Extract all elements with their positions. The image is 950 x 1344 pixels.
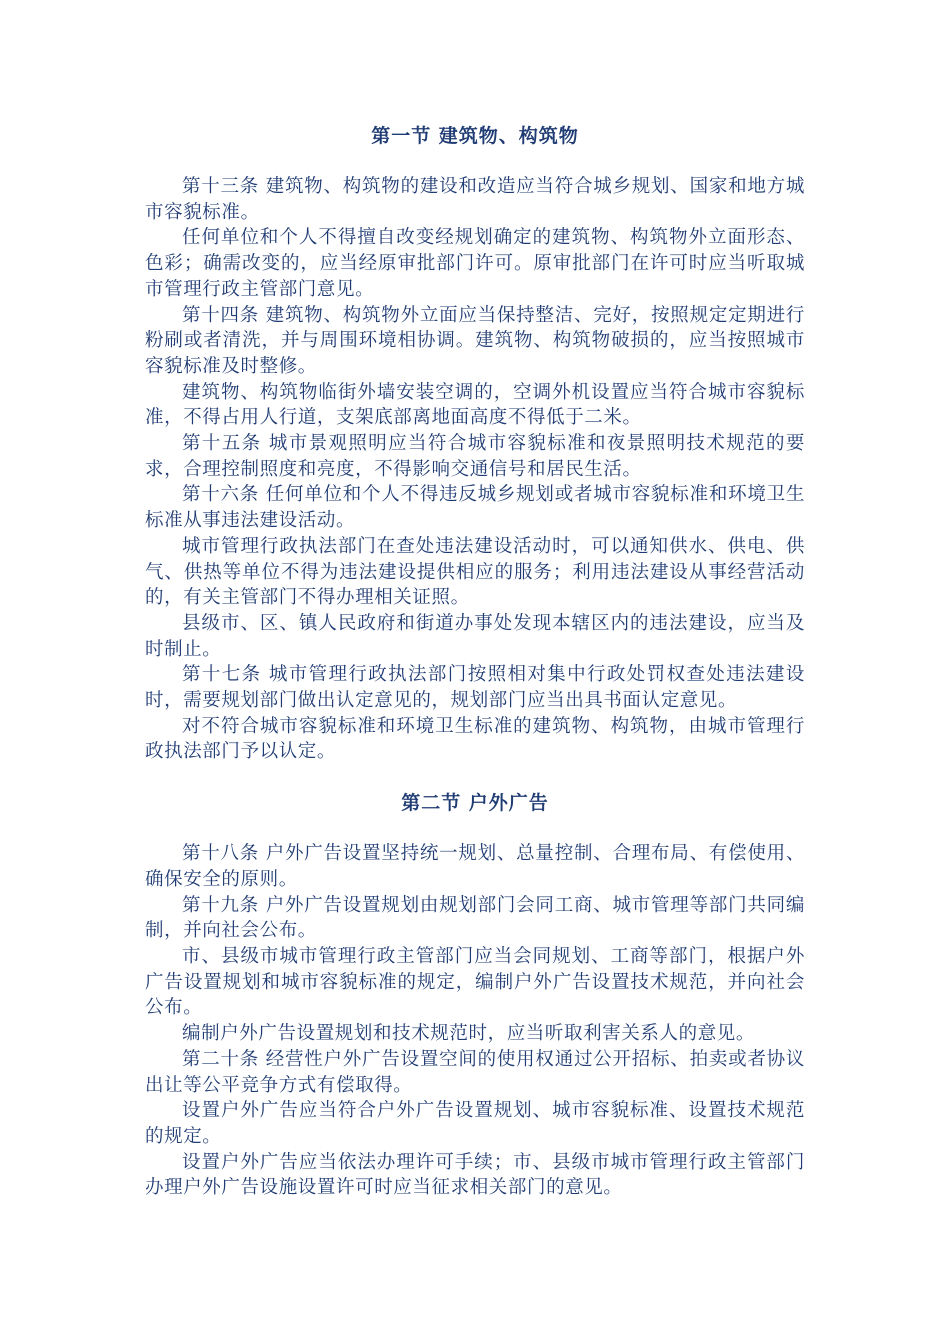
section-2-title: 第二节 户外广告 bbox=[401, 792, 549, 815]
article-16-clause-3: 县级市、区、镇人民政府和街道办事处发现本辖区内的违法建设，应当及时制止。 bbox=[145, 612, 805, 660]
article-14-clause-2: 建筑物、构筑物临街外墙安装空调的，空调外机设置应当符合城市容貌标准，不得占用人行道，支架底部离地面高度不得低于二米。 bbox=[145, 381, 805, 429]
document-page bbox=[145, 118, 805, 1201]
article-13-clause-2: 任何单位和个人不得擅自改变经规划确定的建筑物、构筑物外立面形态、色彩；确需改变的，应当经原审批部门许可。原审批部门在许可时应当听取城市管理行政主管部门意见。 bbox=[145, 227, 805, 300]
article-15-paragraph: 第十五条 城市景观照明应当符合城市容貌标准和夜景照明技术规范的要求，合理控制照度和亮度，不得影响交通信号和居民生活。 bbox=[145, 433, 805, 480]
article-13-paragraph: 第十三条 建筑物、构筑物的建设和改造应当符合城乡规划、国家和地方城市容貌标准。 bbox=[145, 176, 805, 223]
article-19-clause-2: 市、县级市城市管理行政主管部门应当会同规划、工商等部门，根据户外广告设置规划和城市容貌标准的规定，编制户外广告设置技术规范，并向社会公布。 bbox=[145, 945, 805, 1019]
article-16-clause-2: 城市管理行政执法部门在查处违法建设活动时，可以通知供水、供电、供气、供热等单位不得为违法建设提供相应的服务；利用违法建设从事经营活动的，有关主管部门不得办理相关证照。 bbox=[145, 535, 805, 609]
article-14-paragraph: 第十四条 建筑物、构筑物外立面应当保持整洁、完好，按照规定定期进行粉刷或者清洗，并与周围环境相协调。建筑物、构筑物破损的，应当按照城市容貌标准及时整修。 bbox=[145, 304, 805, 377]
article-19-clause-3: 编制户外广告设置规划和技术规范时，应当听取利害关系人的意见。 bbox=[182, 1023, 756, 1045]
article-20-clause-3: 设置户外广告应当依法办理许可手续；市、县级市城市管理行政主管部门办理户外广告设施设置许可时应当征求相关部门的意见。 bbox=[145, 1151, 805, 1199]
article-19-paragraph: 第十九条 户外广告设置规划由规划部门会同工商、城市管理等部门共同编制，并向社会公布。 bbox=[145, 894, 805, 942]
article-18-paragraph: 第十八条 户外广告设置坚持统一规划、总量控制、合理布局、有偿使用、确保安全的原则。 bbox=[145, 843, 805, 890]
article-20-clause-2: 设置户外广告应当符合户外广告设置规划、城市容貌标准、设置技术规范的规定。 bbox=[145, 1100, 805, 1147]
article-17-clause-2: 对不符合城市容貌标准和环境卫生标准的建筑物、构筑物，由城市管理行政执法部门予以认定。 bbox=[145, 715, 805, 763]
article-16-paragraph: 第十六条 任何单位和个人不得违反城乡规划或者城市容貌标准和环境卫生标准从事违法建设活动。 bbox=[145, 484, 805, 532]
section-1-title: 第一节 建筑物、构筑物 bbox=[371, 125, 579, 147]
article-20-paragraph: 第二十条 经营性户外广告设置空间的使用权通过公开招标、拍卖或者协议出让等公平竞争方式有偿取得。 bbox=[145, 1048, 805, 1096]
article-17-paragraph: 第十七条 城市管理行政执法部门按照相对集中行政处罚权查处违法建设时，需要规划部门做出认定意见的，规划部门应当出具书面认定意见。 bbox=[145, 664, 805, 712]
